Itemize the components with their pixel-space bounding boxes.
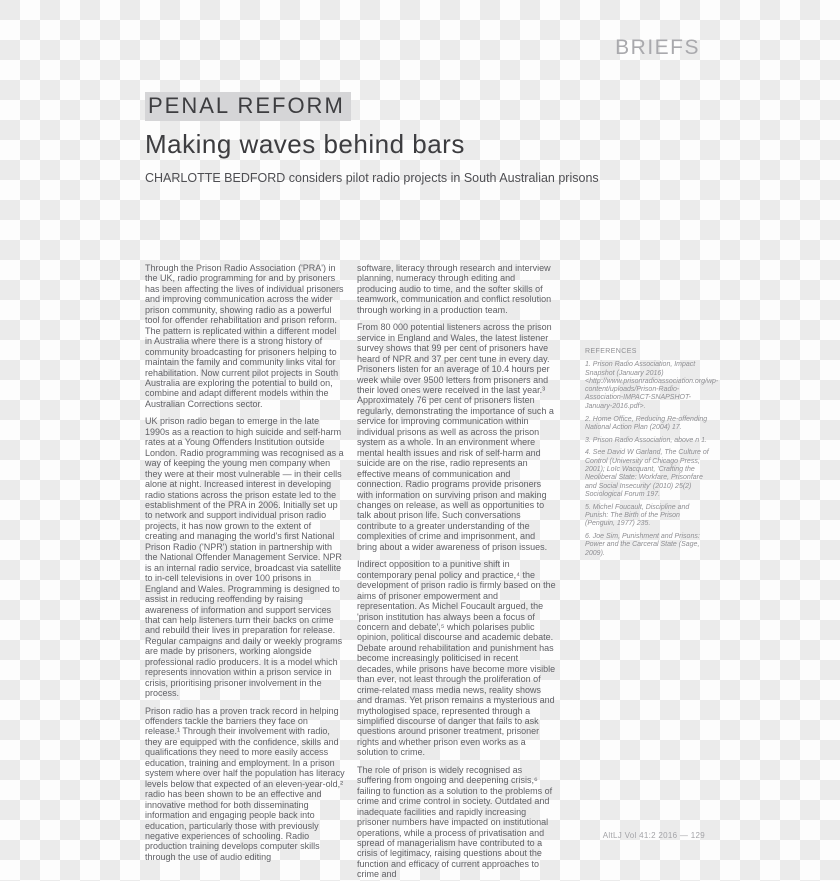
reference-item: 5. Michel Foucault, Discipline and Punish: The Birth of the Prison (Penguin, 1977) 235. (585, 503, 690, 528)
paragraph: The role of prison is widely recognised as suffering from ongoing and deepening crisis,⁶ failing to function as a solution to the problems of crime and crime control in society. Outdated and inadequate facilities and rapidly increasing prisoner numbers have impacted on institutional operations, while a process of privatisation and spread of managerialism have contributed to a crisis of legitimacy, raising questions about the function and efficacy of current approaches to crime and (357, 764, 553, 880)
references-sidebar (585, 348, 719, 563)
section-label-briefs: BRIEFS (615, 36, 700, 59)
article-column-2 (357, 263, 557, 881)
article-byline: CHARLOTTE BEDFORD considers pilot radio projects in South Australian prisons (145, 171, 599, 185)
reference-item: 1. Prison Radio Association, Impact Snapshot (January 2016) <http://www.prisonradioassociation.org/wp-content/uploads/Prison-Radio-Association-IMPACT-SNAPSHOT-January-2016.pdf>. (585, 361, 719, 410)
article-headline: Making waves behind bars (145, 129, 465, 159)
reference-item: 3. Prison Radio Association, above n 1. (585, 436, 707, 444)
reference-item: 6. Joe Sim, Punishment and Prisons: Power and the Carceral State (Sage, 2009). (585, 533, 700, 557)
references-heading: REFERENCES (585, 348, 637, 355)
paragraph: Prison radio has a proven track record in helping offenders tackle the barriers they face on release.¹ Through their involvement with radio, they are equipped with the confidence, skills and qualifications they need to more easily access education, training and employment. In a prison system where over half the population has literacy levels below that expected of an eleven-year-old,² radio has been shown to be an effective and innovative method for both disseminating information and engaging people back into education, particularly those with previously negative experiences of schooling. Radio production training develops computer skills through the use of audio editing (145, 705, 345, 862)
article-column-1 (145, 263, 345, 869)
footer-page-info: AltLJ Vol 41:2 2016 — 129 (602, 831, 705, 840)
reference-item: 4. See David W Garland, The Culture of Control (University of Chicago Press, 2001); Loïc Wacquant, 'Crafting the Neoliberal State: Workfare, Prisonfare and Social Insecurity' (2010) 25(2) Sociological Forum 197. (585, 449, 709, 498)
paragraph: UK prison radio began to emerge in the late 1990s as a reaction to high suicide and self-harm rates at a Young Offenders Institution outside London. Radio programming was recognised as a way of keeping the young men company when they were at their most vulnerable — in their cells alone at night. Increased interest in developing radio stations across the prison estate led to the establishment of the PRA in 2006. Initially set up to network and support individual prison radio projects, it has now grown to the extent of creating and managing the world's first National Prison Radio ('NPR') station in partnership with the National Offender Management Service. NPR is an internal radio service, broadcast via satellite to in-cell televisions in over 100 prisons in England and Wales. Programming is designed to assist in reducing reoffending by raising awareness of information and support services that can help listeners turn their backs on crime and rebuild their lives in preparation for release. Regular campaigns and daily or weekly programs are made by prisoners, working alongside professional radio producers. It is a model which represents innovation within a prison service in crisis, prioritising prisoner involvement in the process. (145, 416, 344, 699)
paragraph: Through the Prison Radio Association ('PRA') in the UK, radio programming for and by prisoners has been affecting the lives of individual prisoners and improving communication across the wider prison community, showing radio as a powerful tool for offender rehabilitation and prison reform. The pattern is replicated within a different model in Australia where there is a strong history of community broadcasting for prisoners helping to maintain the family and community links vital for rehabilitation. Now current pilot projects in South Australia are exploring the potential to build on, combine and adapt different models within the Australian Corrections sector. (145, 263, 344, 409)
paragraph: Indirect opposition to a punitive shift in contemporary penal policy and practice,⁴ the development of prison radio is firmly based on the aims of prisoner empowerment and representation. As Michel Foucault argued, the 'prison institution has always been a focus of concern and debate',⁵ which polarises public opinion, political discourse and academic debate. Debate around rehabilitation and punishment has become increasingly politicised in recent decades, while prisons have become more visible than ever, not least through the proliferation of crime-related mass media news, reality shows and dramas. Yet prison remains a mysterious and mythologised space, represented through a simplified discourse of danger that fails to ask questions around prisoner treatment, prisoner rights and whether prison even works as a solution to crime. (357, 559, 556, 758)
title-block (145, 92, 605, 185)
paragraph: From 80 000 potential listeners across the prison service in England and Wales, the latest listener survey shows that 99 per cent of prisoners have heard of NPR and 37 per cent tune in every day. Prisoners listen for an average of 10.4 hours per week while over 9500 letters from prisoners and their loved ones were received in the last year.³ Approximately 76 per cent of prisoners listen regularly, demonstrating the importance of such a service for improving communication within individual prisons as well as across the prison system as a whole. In an environment where mental health issues and risk of self-harm and suicide are on the rise, radio represents an effective means of communication and connection. Radio programs provide prisoners with information on surviving prison and making changes on release, as well as opportunities to talk about prison life. Such conversations contribute to a greater understanding of the complexities of crime and imprisonment, and bring about a wider awareness of prison issues. (357, 322, 554, 552)
article-kicker: PENAL REFORM (145, 92, 351, 121)
reference-item: 2. Home Office, Reducing Re-offending National Action Plan (2004) 17. (585, 415, 708, 431)
paragraph: software, literacy through research and interview planning, numeracy through editing and producing audio to time, and the softer skills of teamwork, communication and conflict resolution through working in a production team. (357, 263, 552, 315)
